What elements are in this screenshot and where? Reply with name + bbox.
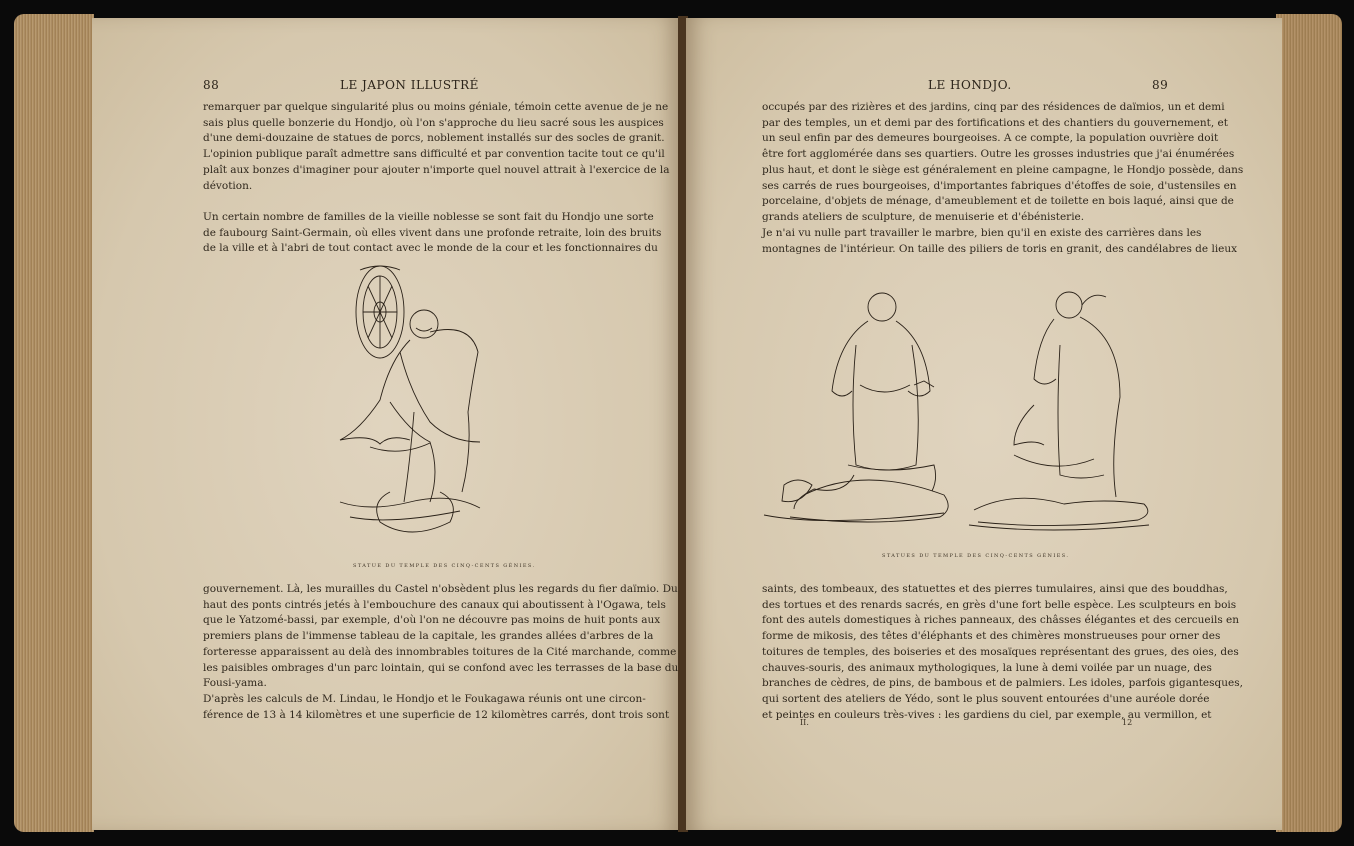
text-line: et peintes en couleurs très-vives : les gardiens du ciel, par exemple, au vermillon, et — [762, 708, 1212, 721]
text-line: toitures de temples, des boiseries et des mosaïques représentant des grues, des oies, des — [762, 645, 1239, 658]
right-paragraph-1 — [762, 100, 1244, 226]
text-line: des tortues et des renards sacrés, en grès d'une fort belle espèce. Les sculpteurs en bois — [762, 598, 1237, 611]
text-line: que le Yatzomé-bassi, par exemple, d'où l'on ne découvre pas moins de huit ponts aux — [203, 614, 661, 627]
text-line: grands ateliers de sculpture, de menuiserie et d'ébénisterie. — [762, 210, 1085, 223]
text-line: saints, des tombeaux, des statuettes et des pierres tumulaires, ainsi que des bouddhas, — [762, 583, 1228, 595]
text-line: D'après les calculs de M. Lindau, le Hondjo et le Foukagawa réunis ont une circon- — [203, 693, 646, 705]
two-statues-illustration — [764, 285, 1159, 540]
signature-mark-right: 12 — [1122, 718, 1133, 727]
text-line: haut des ponts cintrés jetés à l'embouchure des canaux qui aboutissent à l'Ogawa, tels — [203, 598, 666, 611]
text-line: forteresse apparaissent au delà des innombrables toitures de la Cité marchande, comme — [203, 645, 677, 658]
text-line: dévotion. — [203, 179, 253, 192]
left-paragraph-1 — [203, 100, 670, 194]
text-line: branches de cèdres, de pins, de bambous et de palmiers. Les idoles, parfois gigantesques, — [762, 677, 1243, 690]
text-line: montagnes de l'intérieur. On taille des piliers de toris en granit, des candélabres de lieux — [762, 242, 1238, 255]
text-line: de faubourg Saint-Germain, où elles vivent dans une profonde retraite, loin des bruits — [203, 226, 662, 239]
text-line: Fousi-yama. — [203, 677, 267, 690]
text-line: plus haut, et dont le siège est généralement en pleine campagne, le Hondjo possède, dans — [762, 163, 1244, 176]
text-line: ses carrés de rues bourgeoises, d'importantes fabriques d'étoffes de soie, d'ustensiles en — [762, 179, 1237, 192]
left-paragraph-2 — [203, 210, 665, 257]
signature-mark-left: II. — [800, 718, 809, 727]
text-line: remarquer par quelque singularité plus ou moins géniale, témoin cette avenue de je ne — [203, 101, 669, 113]
text-line: être fort agglomérée dans ses quartiers. Outre les grosses industries que j'ai énumérées — [762, 148, 1235, 161]
text-line: L'opinion publique paraît admettre sans difficulté et par convention tacite tout ce qu'il — [203, 148, 665, 161]
text-line: un seul enfin par des demeures bourgeoises. A ce compte, la population ouvrière doit — [762, 132, 1219, 145]
text-line: de la ville et à l'abri de tout contact avec le monde de la cour et les fonctionnaires du — [203, 242, 658, 255]
text-line: sais plus quelle bonzerie du Hondjo, où l'on s'approche du lieu sacré sous les auspices — [203, 116, 664, 129]
left-page-number: 88 — [203, 78, 220, 92]
text-line: d'une demi-douzaine de statues de porcs, noblement installés sur des socles de granit. — [203, 132, 665, 145]
right-page-number: 89 — [1152, 78, 1169, 92]
left-paragraph-3 — [203, 582, 679, 692]
text-line: les paisibles ombrages d'un parc lointain, qui se confond avec les terrasses de la base du — [203, 661, 679, 674]
text-line: font des autels domestiques à riches panneaux, des châsses élégantes et des cercueils en — [762, 614, 1240, 627]
left-paragraph-4 — [203, 692, 670, 723]
text-line: qui sortent des ateliers de Yédo, sont le plus souvent entourées d'une auréole dorée — [762, 692, 1210, 705]
right-paragraph-3 — [762, 582, 1243, 723]
right-paragraph-2 — [762, 226, 1238, 257]
left-figure-caption: STATUE DU TEMPLE DES CINQ-CENTS GÉNIES. — [353, 563, 536, 569]
right-running-title: LE HONDJO. — [928, 78, 1012, 92]
text-line: porcelaine, d'objets de ménage, d'ameublement et de toilette en bois laqué, ainsi que de — [762, 195, 1234, 208]
text-line: plaît aux bonzes d'imaginer pour ajouter n'importe quel nouvel attrait à l'exercice de la — [203, 163, 670, 176]
text-line: férence de 13 à 14 kilomètres et une superficie de 12 kilomètres carrés, dont trois sont — [203, 708, 670, 721]
text-line: Un certain nombre de familles de la vieille noblesse se sont fait du Hondjo une sorte — [203, 211, 654, 223]
right-figure-caption: STATUES DU TEMPLE DES CINQ-CENTS GÉNIES. — [882, 553, 1070, 559]
left-running-title: LE JAPON ILLUSTRÉ — [340, 78, 479, 92]
text-line: gouvernement. Là, les murailles du Castel n'obsèdent plus les regards du fier daïmio. Du — [203, 583, 678, 595]
text-line: Je n'ai vu nulle part travailler le marbre, bien qu'il en existe des carrières dans les — [762, 227, 1202, 239]
right-page-edges — [1276, 14, 1342, 832]
text-line: occupés par des rizières et des jardins, cinq par des résidences de daïmios, un et demi — [762, 101, 1225, 113]
text-line: par des temples, un et demi par des fortifications et des chantiers du gouvernement, et — [762, 116, 1228, 129]
text-line: premiers plans de l'immense tableau de la capitale, les grandes allées d'arbres de la — [203, 630, 654, 643]
text-line: chauves-souris, des animaux mythologiques, la lune à demi voilée par un nuage, des — [762, 661, 1212, 674]
text-line: forme de mikosis, des têtes d'éléphants et des chimères monstrueuses pour orner des — [762, 630, 1221, 643]
left-page-edges — [14, 14, 94, 832]
monk-with-wheel-illustration — [330, 262, 490, 547]
